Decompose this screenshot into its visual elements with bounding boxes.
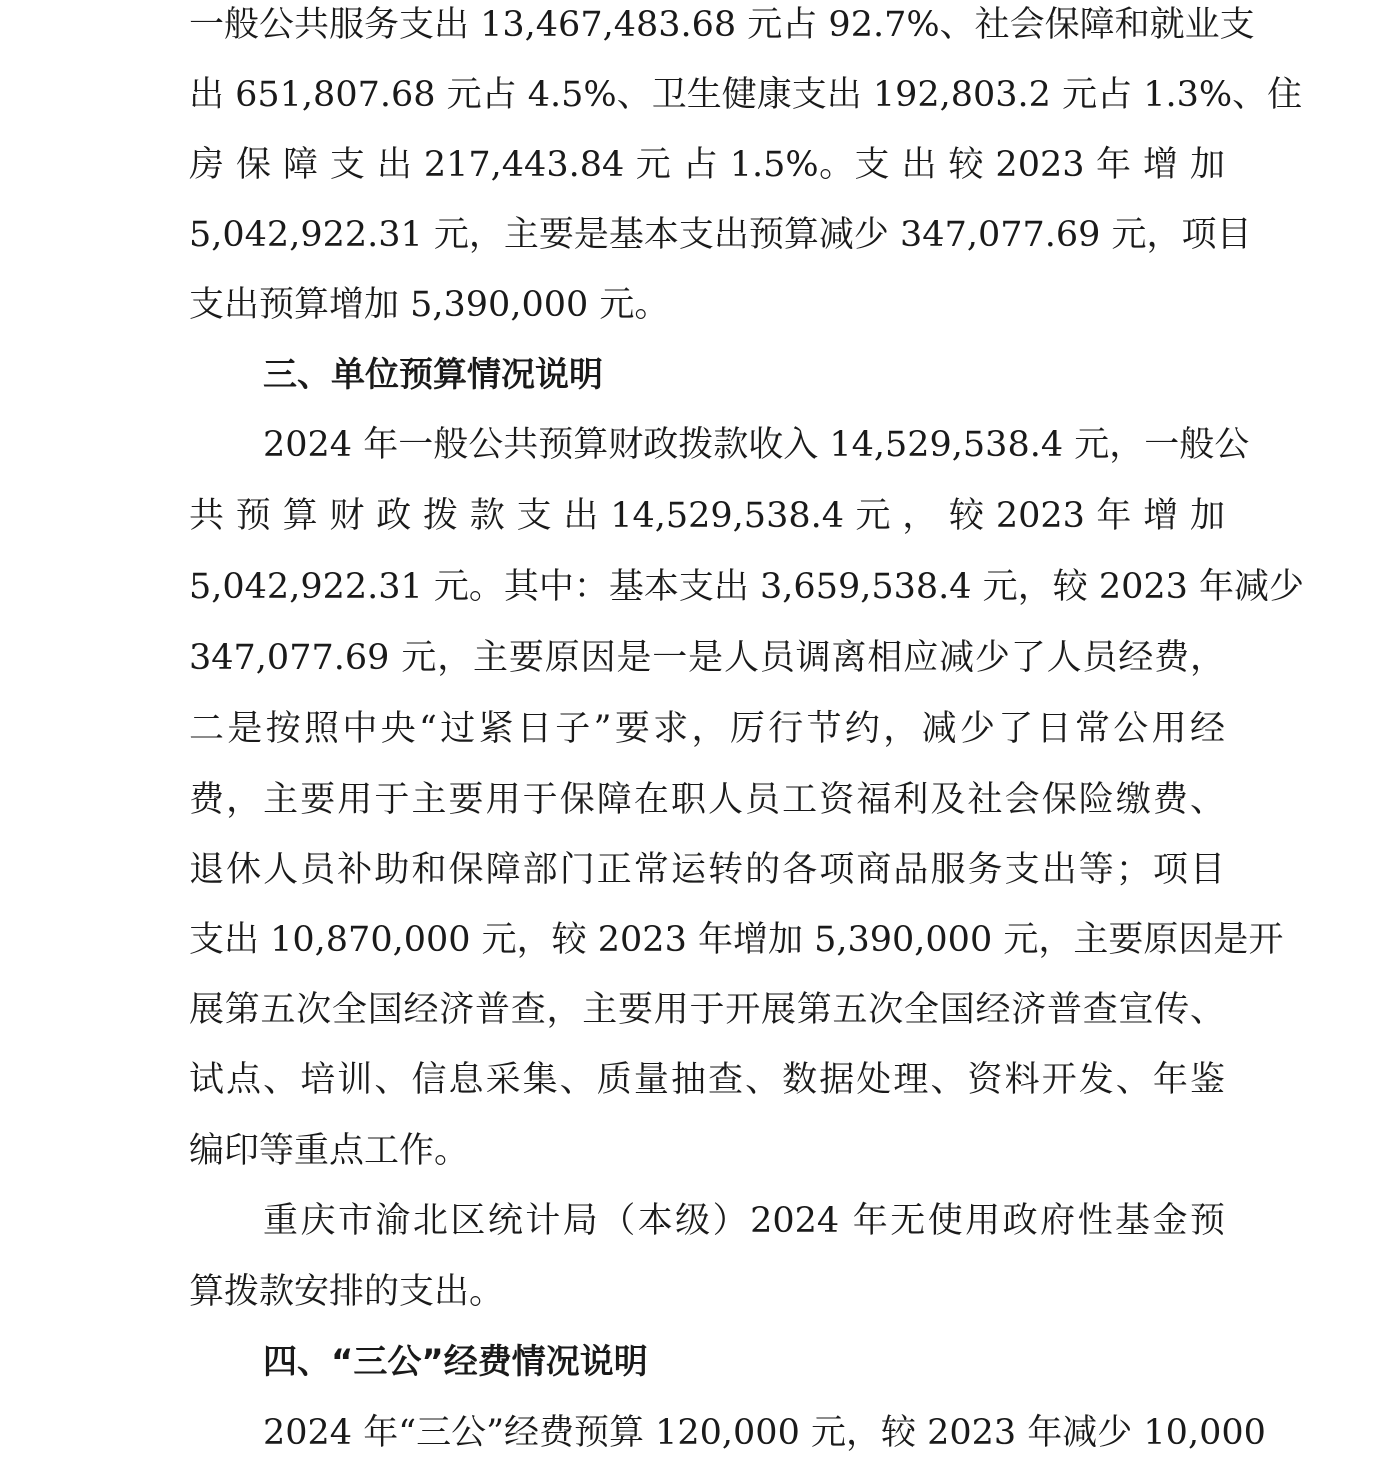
- section-heading: 三、单位预算情况说明: [263, 355, 603, 395]
- paragraph-line: 算拨款安排的支出。: [189, 1272, 505, 1312]
- paragraph-line: 2024 年“三公”经费预算 120,000 元，较 2023 年减少 10,000: [263, 1413, 1266, 1453]
- paragraph-line: 试点、培训、信息采集、质量抽查、数据处理、资料开发、年鉴: [189, 1060, 1225, 1100]
- paragraph-line: 347,077.69 元，主要原因是一是人员调离相应减少了人员经费，: [189, 638, 1225, 678]
- paragraph-line: 5,042,922.31 元。其中：基本支出 3,659,538.4 元，较 2023 年减少: [189, 567, 1305, 607]
- paragraph-line: 展第五次全国经济普查，主要用于开展第五次全国经济普查宣传、: [189, 990, 1225, 1030]
- paragraph-line: 2024 年一般公共预算财政拨款收入 14,529,538.4 元，一般公: [263, 425, 1250, 465]
- paragraph-line: 共 预 算 财 政 拨 款 支 出 14,529,538.4 元 ， 较 2023 年 增 加: [189, 496, 1225, 536]
- paragraph-line: 支出 10,870,000 元，较 2023 年增加 5,390,000 元，主要原因是开: [189, 920, 1284, 960]
- paragraph-line: 支出预算增加 5,390,000 元。: [189, 285, 670, 325]
- paragraph-line: 房 保 障 支 出 217,443.84 元 占 1.5%。支 出 较 2023 年 增 加: [189, 145, 1225, 185]
- paragraph-line: 二是按照中央“过紧日子”要求，厉行节约，减少了日常公用经: [189, 709, 1225, 749]
- paragraph-line: 编印等重点工作。: [189, 1131, 470, 1171]
- section-heading: 四、“三公”经费情况说明: [263, 1342, 648, 1382]
- paragraph-line: 5,042,922.31 元，主要是基本支出预算减少 347,077.69 元，项目: [189, 215, 1252, 255]
- paragraph-line: 出 651,807.68 元占 4.5%、卫生健康支出 192,803.2 元占 1.3%、住: [189, 75, 1303, 115]
- paragraph-line: 退休人员补助和保障部门正常运转的各项商品服务支出等；项目: [189, 850, 1225, 890]
- paragraph-line: 重庆市渝北区统计局（本级）2024 年无使用政府性基金预: [263, 1201, 1225, 1241]
- paragraph-line: 一般公共服务支出 13,467,483.68 元占 92.7%、社会保障和就业支: [189, 5, 1255, 45]
- paragraph-line: 费，主要用于主要用于保障在职人员工资福利及社会保险缴费、: [189, 780, 1225, 820]
